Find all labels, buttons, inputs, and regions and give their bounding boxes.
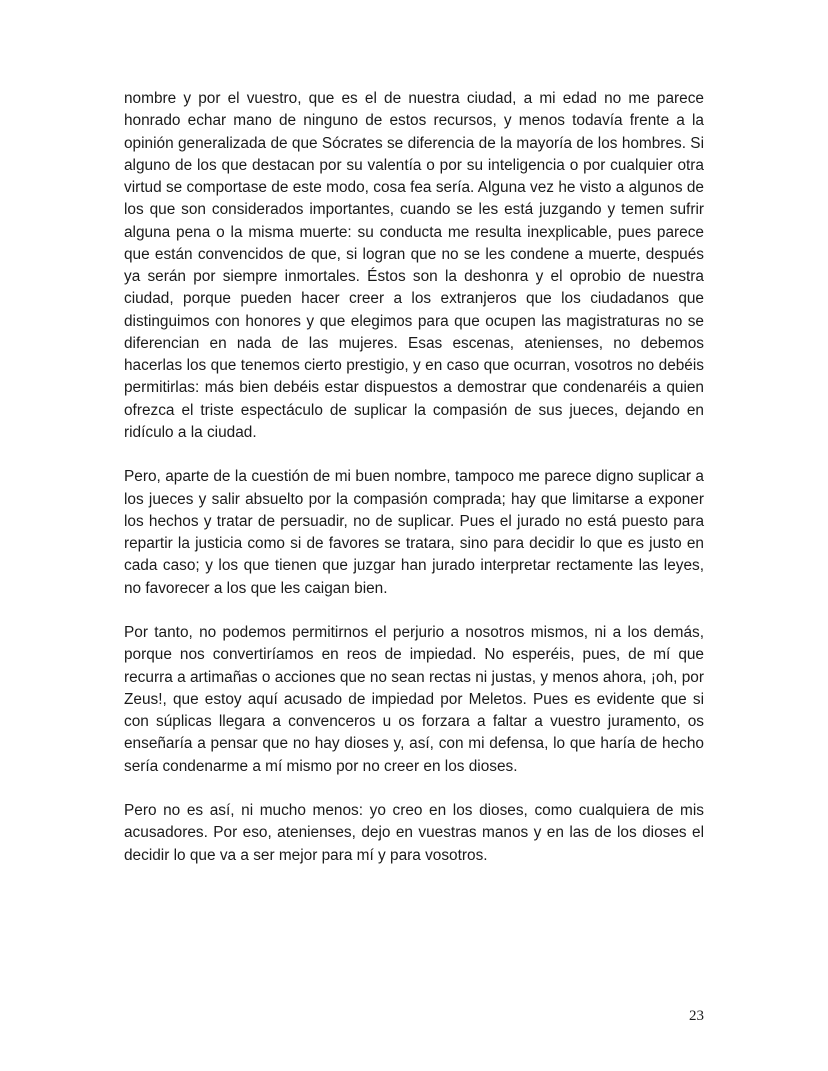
paragraph-2: Pero, aparte de la cuestión de mi buen nombre, tampoco me parece digno suplicar a los jueces y salir absuelto por la compasión comprada; hay que limitarse a exponer los hechos y tratar de persuadir, no de suplicar. Pues el jurado no está puesto para repartir la justicia como si de favores se tratara, sino para decidir lo que es justo en cada caso; y los que tienen que juzgar han jurado interpretar rectamente las leyes, no favorecer a los que les caigan bien. [124, 468, 704, 597]
paragraph-3: Por tanto, no podemos permitirnos el perjurio a nosotros mismos, ni a los demás, porque nos convertiríamos en reos de impiedad. No esperéis, pues, de mí que recurra a artimañas o acciones que no sean rectas ni justas, y menos ahora, ¡oh, por Zeus!, que estoy aquí acusado de impiedad por Meletos. Pues es evidente que si con súplicas llegara a convenceros u os forzara a faltar a vuestro juramento, os enseñaría a pensar que no hay dioses y, así, con mi defensa, lo que haría de hecho sería condenarme a mí mismo por no creer en los dioses. [124, 624, 704, 775]
paragraph-1: nombre y por el vuestro, que es el de nuestra ciudad, a mi edad no me parece honrado echar mano de ninguno de estos recursos, y menos todavía frente a la opinión generalizada de que Sócrates se diferencia de la mayoría de los hombres. Si alguno de los que destacan por su valentía o por su inteligencia o por cualquier otra virtud se comportase de este modo, cosa fea sería. Alguna vez he visto a algunos de los que son considerados importantes, cuando se les está juzgando y temen sufrir alguna pena o la misma muerte: su conducta me resulta inexplicable, pues parece que están convencidos de que, si logran que no se les condene a muerte, después ya serán por siempre inmortales. Éstos son la deshonra y el oprobio de nuestra ciudad, porque pueden hacer creer a los extranjeros que los ciudadanos que distinguimos con honores y que elegimos para que ocupen las magistraturas no se diferencian en nada de las mujeres. Esas escenas, atenienses, no debemos hacerlas los que tenemos cierto prestigio, y en caso que ocurran, vosotros no debéis permitirlas: más bien debéis estar dispuestos a demostrar que condenaréis a quien ofrezca el triste espectáculo de suplicar la compasión de sus jueces, dejando en ridículo a la ciudad. [124, 90, 704, 441]
page-number: 23 [689, 1008, 704, 1024]
body-text [124, 88, 704, 889]
paragraph-4: Pero no es así, ni mucho menos: yo creo en los dioses, como cualquiera de mis acusadores. Por eso, atenienses, dejo en vuestras manos y en las de los dioses el decidir lo que va a ser mejor para mí y para vosotros. [124, 802, 704, 864]
